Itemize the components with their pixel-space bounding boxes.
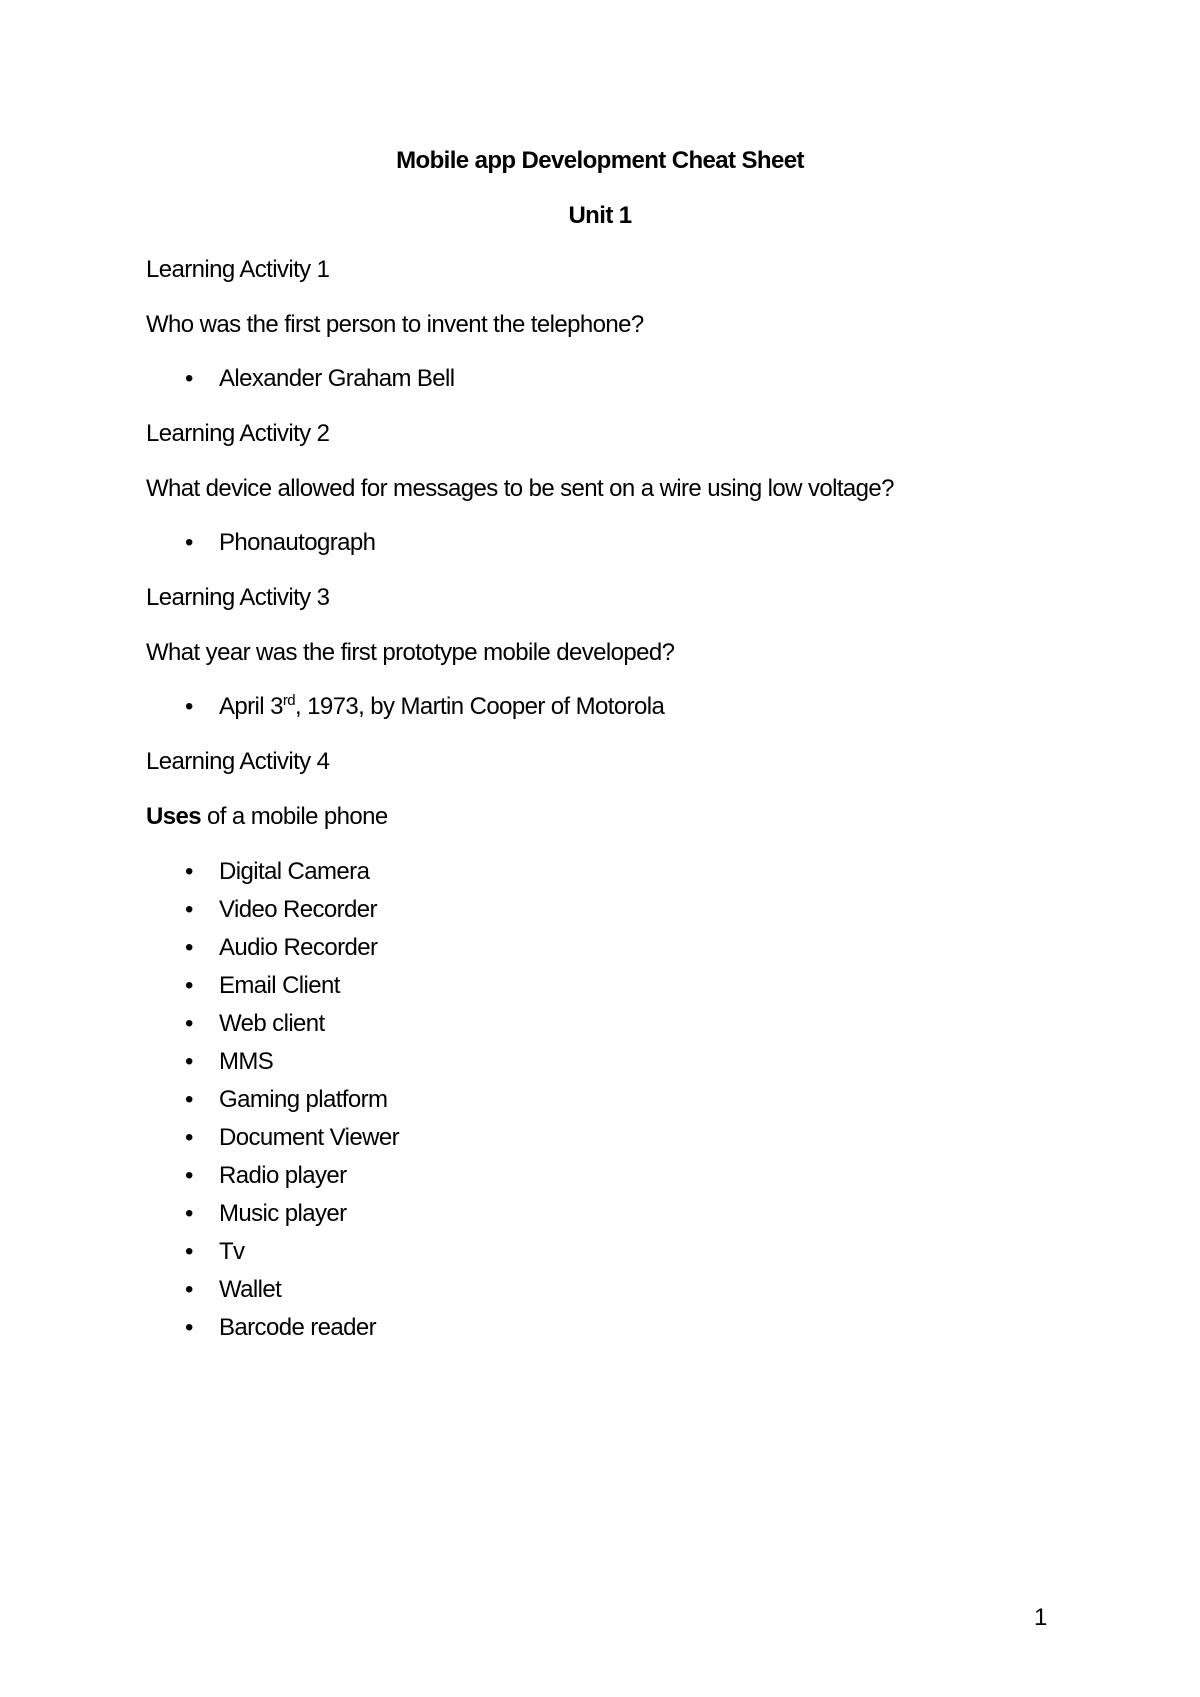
use-text: Web client: [219, 1010, 325, 1037]
use-text: Audio Recorder: [219, 934, 378, 961]
answer-text: Alexander Graham Bell: [219, 365, 455, 392]
use-text: Barcode reader: [219, 1314, 377, 1341]
page-number: 1: [1034, 1604, 1047, 1631]
uses-intro-text: of a mobile phone: [200, 803, 388, 830]
bullet-icon: •: [185, 1086, 193, 1113]
use-text: Tv: [219, 1238, 245, 1265]
use-text: Radio player: [219, 1162, 347, 1189]
bullet-icon: •: [185, 1276, 193, 1303]
use-text: MMS: [219, 1048, 274, 1075]
use-text: Digital Camera: [219, 858, 370, 885]
document-title: Mobile app Development Cheat Sheet: [396, 147, 804, 174]
bullet-icon: •: [185, 1238, 193, 1265]
bullet-icon: •: [185, 1124, 193, 1151]
activity-3-question: What year was the first prototype mobile developed?: [146, 639, 675, 666]
activity-2-question: What device allowed for messages to be sent on a wire using low voltage?: [146, 475, 894, 502]
use-text: Video Recorder: [219, 896, 377, 923]
use-text: Music player: [219, 1200, 347, 1227]
bullet-icon: •: [185, 1048, 193, 1075]
bullet-icon: •: [185, 858, 193, 885]
answer-rest: , 1973, by Martin Cooper of Motorola: [294, 693, 665, 720]
answer-text: [219, 692, 664, 722]
use-text: Document Viewer: [219, 1124, 399, 1151]
activity-4-intro: [146, 802, 388, 832]
activity-1-heading: Learning Activity 1: [146, 256, 330, 283]
document-subtitle: Unit 1: [568, 202, 632, 229]
bullet-icon: •: [185, 1162, 193, 1189]
activity-2-heading: Learning Activity 2: [146, 420, 330, 447]
bullet-icon: •: [185, 693, 193, 720]
use-text: Wallet: [219, 1276, 282, 1303]
bullet-icon: •: [185, 1010, 193, 1037]
bullet-icon: •: [185, 529, 193, 556]
uses-bold-label: Uses: [146, 803, 201, 830]
bullet-icon: •: [185, 896, 193, 923]
use-text: Gaming platform: [219, 1086, 388, 1113]
use-text: Email Client: [219, 972, 340, 999]
answer-text: Phonautograph: [219, 529, 376, 556]
bullet-icon: •: [185, 972, 193, 999]
activity-1-question: Who was the first person to invent the telephone?: [146, 311, 644, 338]
activity-3-heading: Learning Activity 3: [146, 584, 330, 611]
activity-4-heading: Learning Activity 4: [146, 748, 330, 775]
answer-date: April 3: [219, 693, 283, 720]
ordinal-superscript: rd: [282, 692, 295, 709]
bullet-icon: •: [185, 1200, 193, 1227]
bullet-icon: •: [185, 934, 193, 961]
bullet-icon: •: [185, 365, 193, 392]
bullet-icon: •: [185, 1314, 193, 1341]
